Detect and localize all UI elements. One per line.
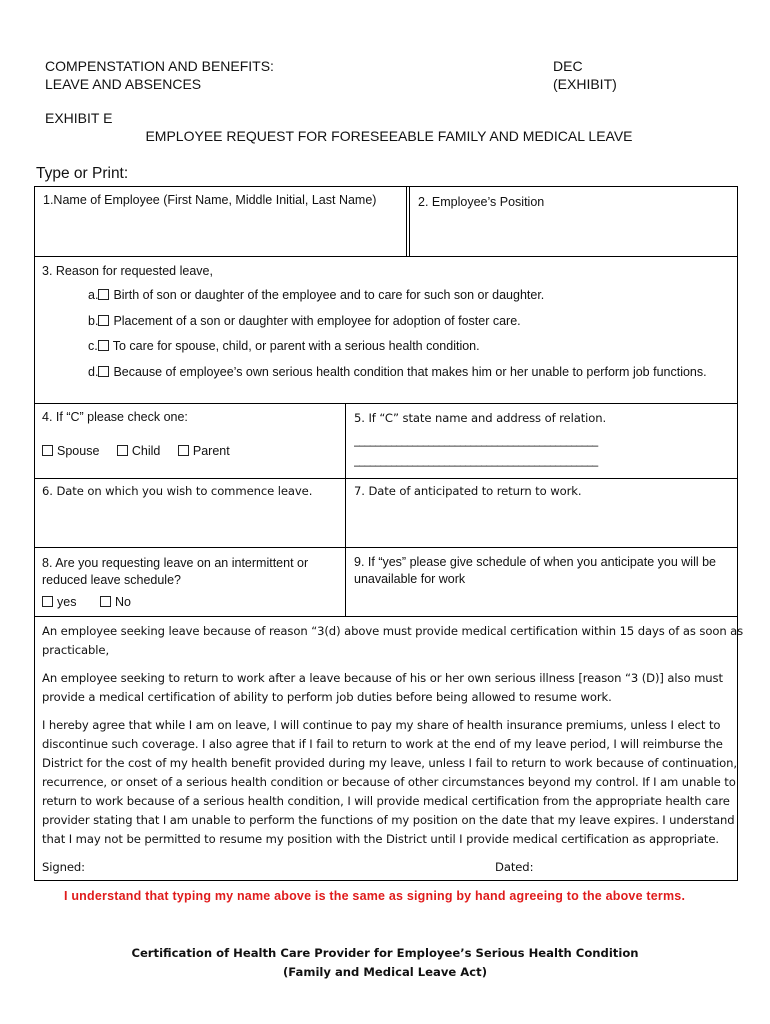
parent-label: Parent xyxy=(192,444,230,458)
statement-line: provider stating that I am unable to perform the functions of my position on the date that my leave expires. I understand xyxy=(42,813,735,827)
employee-position-label: 2. Employee’s Position xyxy=(418,195,545,209)
relation-options xyxy=(42,443,230,459)
child-option[interactable] xyxy=(117,444,161,458)
statement-return-to-work xyxy=(42,669,723,707)
statement-line: An employee seeking leave because of reason “3(d) above must provide medical certification within 15 days of as soon as xyxy=(42,624,744,638)
option-letter: b. xyxy=(88,314,99,328)
reason-a-checkbox[interactable] xyxy=(98,289,109,300)
form-title: EMPLOYEE REQUEST FOR FORESEEABLE FAMILY AND MEDICAL LEAVE xyxy=(145,128,633,144)
reason-option-b[interactable] xyxy=(88,313,521,329)
certification-title xyxy=(0,944,770,982)
employee-name-field[interactable] xyxy=(38,210,402,252)
no-option[interactable] xyxy=(100,595,131,609)
yes-option[interactable] xyxy=(42,595,76,609)
child-checkbox[interactable] xyxy=(117,445,128,456)
reason-option-a[interactable] xyxy=(88,287,544,303)
divider xyxy=(34,547,738,548)
exhibit-label: EXHIBIT E xyxy=(45,110,113,126)
relation-address-label: 5. If “C” state name and address of relation. xyxy=(354,411,607,425)
statement-line: District for the cost of my health benefit provided during my leave, unless I fail to return to work because of continuation, xyxy=(42,756,737,770)
return-date-field[interactable] xyxy=(350,503,734,545)
intermittent-options xyxy=(42,594,131,610)
reason-b-checkbox[interactable] xyxy=(98,315,109,326)
relation-address-line-1[interactable]: ______________________________________________ xyxy=(354,433,598,447)
header-left xyxy=(45,57,274,93)
date-signed-field[interactable] xyxy=(540,856,730,876)
commence-date-field[interactable] xyxy=(38,503,340,545)
typed-signature-notice: I understand that typing my name above is the same as signing by hand agreeing to the above terms. xyxy=(64,889,686,903)
divider xyxy=(34,403,738,404)
statement-line: An employee seeking to return to work after a leave because of his or her own serious illness [reason “3 (D)] also must xyxy=(42,671,723,685)
option-letter: a. xyxy=(88,288,99,302)
intermittent-question xyxy=(42,555,308,589)
option-letter: d. xyxy=(88,365,99,379)
divider xyxy=(409,186,410,256)
statement-line: discontinue such coverage. I also agree that if I fail to return to work at the end of my leave period, I will reimburse the xyxy=(42,737,723,751)
divider xyxy=(34,478,738,479)
intermittent-question-line: reduced leave schedule? xyxy=(42,573,181,587)
yes-label: yes xyxy=(57,595,77,609)
certification-subtitle: (Family and Medical Leave Act) xyxy=(283,965,487,979)
intermittent-question-line: 8. Are you requesting leave on an intermittent or xyxy=(42,556,309,570)
header-section-title: COMPENSTATION AND BENEFITS: xyxy=(45,58,274,74)
option-text: Because of employee’s own serious health condition that makes him or her unable to perform job functions. xyxy=(113,365,707,379)
yes-checkbox[interactable] xyxy=(42,596,53,607)
option-text: Birth of son or daughter of the employee and to care for such son or daughter. xyxy=(113,288,545,302)
header-subsection-title: LEAVE AND ABSENCES xyxy=(45,76,202,92)
statement-line: that I may not be permitted to resume my position with the District until I provide medical certification as appropriate. xyxy=(42,832,719,846)
child-label: Child xyxy=(131,444,161,458)
divider xyxy=(406,186,407,256)
schedule-label xyxy=(354,554,716,588)
employee-position-field[interactable] xyxy=(414,212,734,252)
divider xyxy=(34,616,738,617)
reason-label: 3. Reason for requested leave, xyxy=(42,264,213,278)
schedule-label-line: unavailable for work xyxy=(354,572,466,586)
certification-title-line: Certification of Health Care Provider for Employee’s Serious Health Condition xyxy=(131,946,639,960)
type-or-print-label: Type or Print: xyxy=(36,165,129,182)
option-text: Placement of a son or daughter with employee for adoption of foster care. xyxy=(113,314,521,328)
divider xyxy=(34,256,738,257)
reason-option-d[interactable] xyxy=(88,364,707,380)
reason-option-c[interactable] xyxy=(88,338,480,354)
employee-name-label: 1.Name of Employee (First Name, Middle Initial, Last Name) xyxy=(43,193,377,207)
relation-address-line-2[interactable]: ______________________________________________ xyxy=(354,453,598,467)
spouse-option[interactable] xyxy=(42,444,99,458)
commence-date-label: 6. Date on which you wish to commence leave. xyxy=(42,484,313,498)
return-date-label: 7. Date of anticipated to return to work. xyxy=(354,484,582,498)
divider xyxy=(345,404,346,616)
spouse-label: Spouse xyxy=(57,444,100,458)
header-right xyxy=(553,57,617,93)
parent-option[interactable] xyxy=(178,444,230,458)
no-checkbox[interactable] xyxy=(100,596,111,607)
reason-c-checkbox[interactable] xyxy=(98,340,109,351)
signature-field[interactable] xyxy=(92,856,482,876)
header-exhibit-tag: (EXHIBIT) xyxy=(553,76,617,92)
statement-line: provide a medical certification of ability to perform job duties before being allowed to resume work. xyxy=(42,690,612,704)
schedule-label-line: 9. If “yes” please give schedule of when you anticipate you will be xyxy=(354,555,717,569)
reason-d-checkbox[interactable] xyxy=(98,366,109,377)
statement-line: return to work because of a serious health condition, I will provide medical certification from the appropriate health care xyxy=(42,794,730,808)
no-label: No xyxy=(114,595,131,609)
statement-line: recurrence, or onset of a serious health condition or because of other circumstances beyond my control. If I am unable to xyxy=(42,775,736,789)
spouse-checkbox[interactable] xyxy=(42,445,53,456)
relation-check-label: 4. If “C” please check one: xyxy=(42,410,188,424)
statement-line: I hereby agree that while I am on leave, I will continue to pay my share of health insurance premiums, unless I elect to xyxy=(42,718,721,732)
statement-line: practicable, xyxy=(42,643,110,657)
signed-label: Signed: xyxy=(42,860,85,874)
statement-medical-certification xyxy=(42,622,743,660)
option-text: To care for spouse, child, or parent with a serious health condition. xyxy=(112,339,480,353)
parent-checkbox[interactable] xyxy=(178,445,189,456)
statement-agreement xyxy=(42,716,737,849)
header-code: DEC xyxy=(553,58,583,74)
option-letter: c. xyxy=(88,339,98,353)
dated-label: Dated: xyxy=(495,860,534,874)
